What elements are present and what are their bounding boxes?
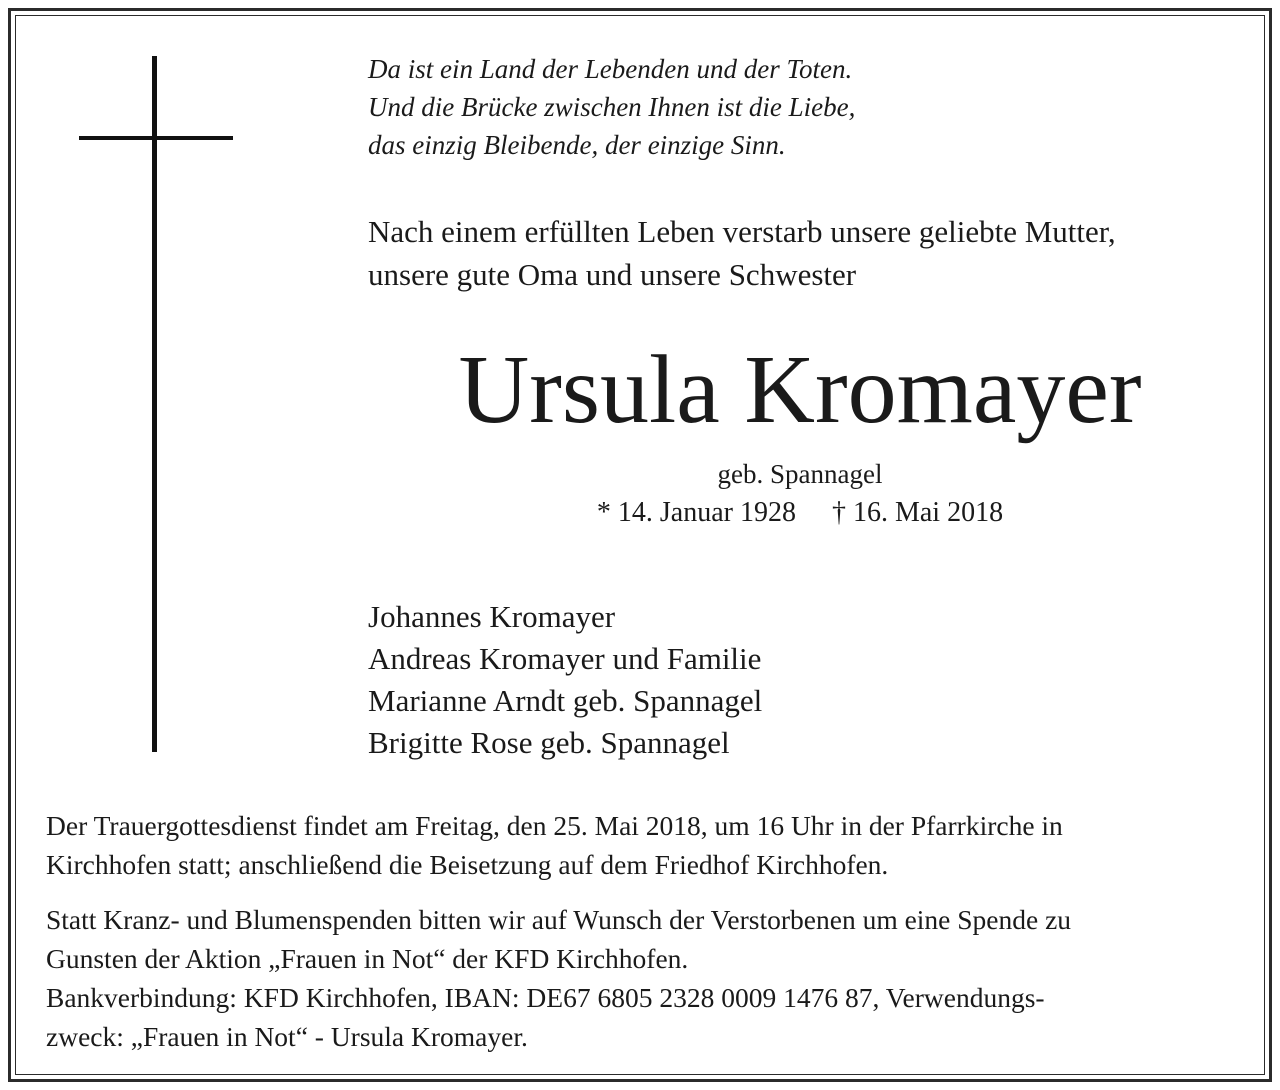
service-line: Der Trauergottesdienst findet am Freitag, den 25. Mai 2018, um 16 Uhr in der Pfarrkirche in: [46, 810, 1063, 841]
birth-date: * 14. Januar 1928: [596, 497, 796, 528]
donation-notice: [46, 900, 1234, 1056]
mourner-name: Johannes Kromayer: [368, 599, 616, 634]
mourner-name: Brigitte Rose geb. Spannagel: [368, 725, 730, 760]
deceased-birth-name: geb. Spannagel: [717, 459, 883, 489]
intro-line: Nach einem erfüllten Leben verstarb unsere geliebte Mutter,: [368, 214, 1116, 249]
donation-line: Gunsten der Aktion „Frauen in Not“ der KFD Kirchhofen.: [46, 943, 689, 974]
mourner-name: Marianne Arndt geb. Spannagel: [368, 683, 763, 718]
funeral-service-notice: [46, 806, 1234, 884]
death-announcement-intro: [368, 210, 1116, 296]
donation-line: Statt Kranz- und Blumenspenden bitten wir auf Wunsch der Verstorbenen um eine Spende zu: [46, 904, 1072, 935]
donation-line: Bankverbindung: KFD Kirchhofen, IBAN: DE67 6805 2328 0009 1476 87, Verwendungs-: [46, 982, 1045, 1013]
intro-line: unsere gute Oma und unsere Schwester: [368, 257, 857, 292]
mourners-list: [368, 596, 762, 764]
service-line: Kirchhofen statt; anschließend die Beisetzung auf dem Friedhof Kirchhofen.: [46, 849, 889, 880]
cross-horizontal-bar: [79, 136, 233, 140]
mourner-name: Andreas Kromayer und Familie: [368, 641, 762, 676]
deceased-name: Ursula Kromayer: [458, 336, 1142, 444]
cross-vertical-bar: [152, 56, 157, 752]
verse-line: Da ist ein Land der Lebenden und der Toten.: [368, 54, 853, 84]
life-dates: [368, 494, 1232, 532]
memorial-verse: [368, 50, 855, 164]
verse-line: das einzig Bleibende, der einzige Sinn.: [368, 130, 786, 160]
verse-line: Und die Brücke zwischen Ihnen ist die Liebe,: [368, 92, 856, 122]
death-date: † 16. Mai 2018: [831, 497, 1004, 528]
donation-line: zweck: „Frauen in Not“ - Ursula Kromayer.: [46, 1021, 528, 1052]
